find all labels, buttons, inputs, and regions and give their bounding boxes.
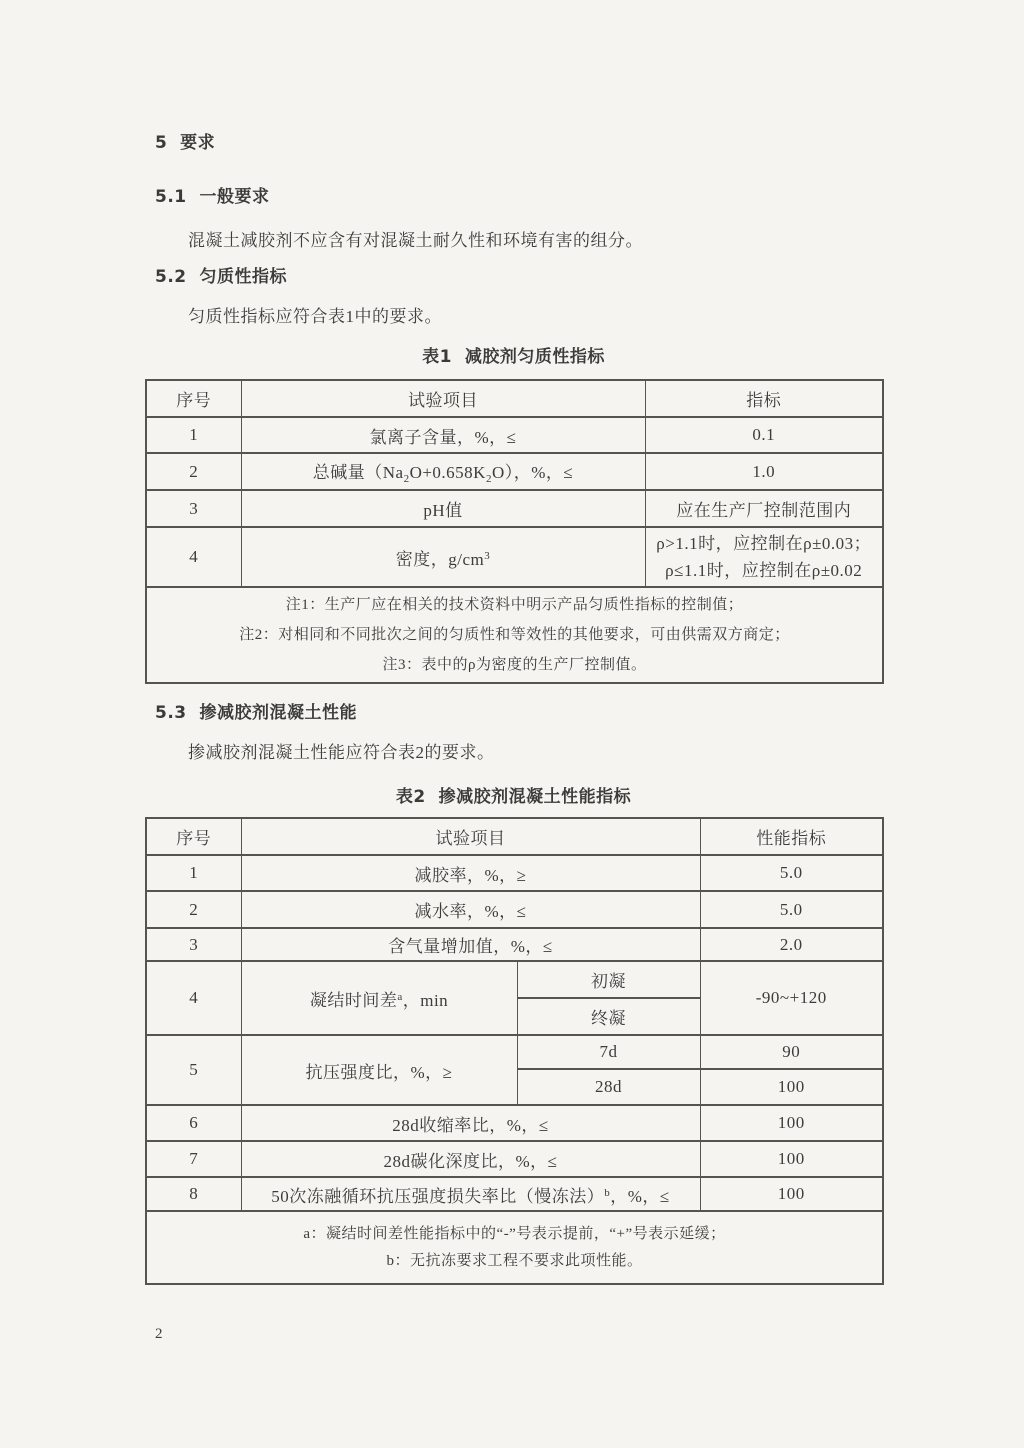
t1-header-index: 指标 (645, 380, 883, 417)
t2-r4-no: 4 (146, 961, 241, 1035)
table-row (146, 380, 883, 417)
t2-r4-item (241, 961, 517, 1035)
t2-r8-value: 100 (700, 1177, 883, 1211)
superscript: 3 (484, 549, 491, 562)
t2-r7-item: 28d碳化深度比，%，≤ (241, 1141, 700, 1177)
table-row (146, 818, 883, 855)
section-5-2-heading: 5.2 匀质性指标 (155, 267, 287, 287)
t1-r1-no: 1 (146, 417, 241, 453)
t2-r5-no: 5 (146, 1035, 241, 1105)
table-row (146, 961, 883, 998)
table1-title: 表1 减胶剂匀质性指标 (422, 347, 605, 367)
table-row (146, 891, 883, 928)
table2-title: 表2 掺减胶剂混凝土性能指标 (395, 787, 632, 807)
table-row (146, 1141, 883, 1177)
table-row (146, 1105, 883, 1141)
t2-r5-value-7d: 90 (700, 1035, 883, 1069)
table-row (146, 587, 883, 683)
table-row (146, 417, 883, 453)
table1-homogeneity-indexes (145, 379, 884, 684)
t2-r7-value: 100 (700, 1141, 883, 1177)
t1-r2-value: 1.0 (645, 453, 883, 490)
item-text: O+0.658K (409, 463, 486, 482)
t2-r1-value: 5.0 (700, 855, 883, 891)
item-text: 50次冻融循环抗压强度损失率比（慢冻法） (271, 1186, 605, 1206)
t1-r4-no: 4 (146, 527, 241, 587)
t2-r6-value: 100 (700, 1105, 883, 1141)
t1-r4-value (645, 527, 883, 587)
item-text: O），%，≤ (491, 463, 574, 482)
t1-r2-no: 2 (146, 453, 241, 490)
t1-note-3: 注3：表中的ρ为密度的生产厂控制值。 (382, 657, 647, 673)
item-text: 凝结时间差 (309, 990, 398, 1010)
table-row (146, 928, 883, 961)
page-number: 2 (155, 1326, 163, 1342)
t1-r3-no: 3 (146, 490, 241, 527)
table-row (146, 453, 883, 490)
table-row (146, 1177, 883, 1211)
t2-r5-age-28d: 28d (517, 1069, 700, 1105)
t2-r3-no: 3 (146, 928, 241, 961)
t2-header-item: 试验项目 (241, 818, 700, 855)
t2-r4-initial-set: 初凝 (517, 961, 700, 998)
section-5-3-paragraph: 掺减胶剂混凝土性能应符合表2的要求。 (188, 743, 495, 762)
t2-r4-final-set: 终凝 (517, 998, 700, 1035)
value-line: ρ≤1.1时，应控制在ρ±0.02 (665, 561, 863, 580)
t2-r2-item: 减水率，%，≤ (241, 891, 700, 928)
t2-r2-value: 5.0 (700, 891, 883, 928)
table-row (146, 855, 883, 891)
superscript: b (604, 1186, 611, 1199)
item-text: 密度，g/cm (395, 549, 485, 569)
t2-r5-age-7d: 7d (517, 1035, 700, 1069)
value-line: ρ>1.1时，应控制在ρ±0.03； (656, 534, 872, 553)
t2-r8-no: 8 (146, 1177, 241, 1211)
t2-r6-item: 28d收缩率比，%，≤ (241, 1105, 700, 1141)
t1-note-1: 注1：生产厂应在相关的技术资料中明示产品匀质性指标的控制值； (285, 597, 744, 613)
t1-r3-item: pH值 (241, 490, 645, 527)
t2-r5-item: 抗压强度比，%，≥ (241, 1035, 517, 1105)
t2-r3-value: 2.0 (700, 928, 883, 961)
t1-r1-item: 氯离子含量，%，≤ (241, 417, 645, 453)
section-5-2-paragraph: 匀质性指标应符合表1中的要求。 (188, 307, 442, 326)
section-5-1-paragraph: 混凝土减胶剂不应含有对混凝土耐久性和环境有害的组分。 (188, 231, 643, 250)
t1-r1-value: 0.1 (645, 417, 883, 453)
t2-r1-item: 减胶率，%，≥ (241, 855, 700, 891)
section-5-heading: 5 要求 (155, 133, 216, 153)
t1-header-no: 序号 (146, 380, 241, 417)
table2-concrete-performance-indexes (145, 817, 884, 1285)
item-text: 总碱量（Na (312, 463, 404, 482)
t1-r2-item (241, 453, 645, 490)
t1-header-item: 试验项目 (241, 380, 645, 417)
t1-r4-item (241, 527, 645, 587)
section-5-1-heading: 5.1 一般要求 (155, 187, 270, 207)
t1-r3-value: 应在生产厂控制范围内 (645, 490, 883, 527)
t2-r7-no: 7 (146, 1141, 241, 1177)
superscript: a (397, 990, 403, 1003)
t2-r1-no: 1 (146, 855, 241, 891)
table-row (146, 1035, 883, 1069)
t2-r4-value: -90~+120 (700, 961, 883, 1035)
t2-r8-item (241, 1177, 700, 1211)
item-text: ，%，≤ (610, 1186, 670, 1206)
t2-r6-no: 6 (146, 1105, 241, 1141)
subscript: 2 (403, 473, 410, 485)
t2-header-index: 性能指标 (700, 818, 883, 855)
table-row (146, 1211, 883, 1284)
subscript: 2 (485, 473, 492, 485)
t2-note-a: a：凝结时间差性能指标中的“-”号表示提前，“+”号表示延缓； (303, 1225, 726, 1242)
t2-note-b: b：无抗冻要求工程不要求此项性能。 (386, 1252, 643, 1269)
t2-r3-item: 含气量增加值，%，≤ (241, 928, 700, 961)
item-text: ，min (402, 990, 449, 1010)
t1-note-2: 注2：对相同和不同批次之间的匀质性和等效性的其他要求，可由供需双方商定； (239, 627, 790, 643)
section-5-3-heading: 5.3 掺减胶剂混凝土性能 (155, 703, 357, 723)
t2-header-no: 序号 (146, 818, 241, 855)
t2-notes (146, 1211, 883, 1284)
t2-r5-value-28d: 100 (700, 1069, 883, 1105)
table-row (146, 490, 883, 527)
t1-notes (146, 587, 883, 683)
table-row (146, 527, 883, 587)
t2-r2-no: 2 (146, 891, 241, 928)
